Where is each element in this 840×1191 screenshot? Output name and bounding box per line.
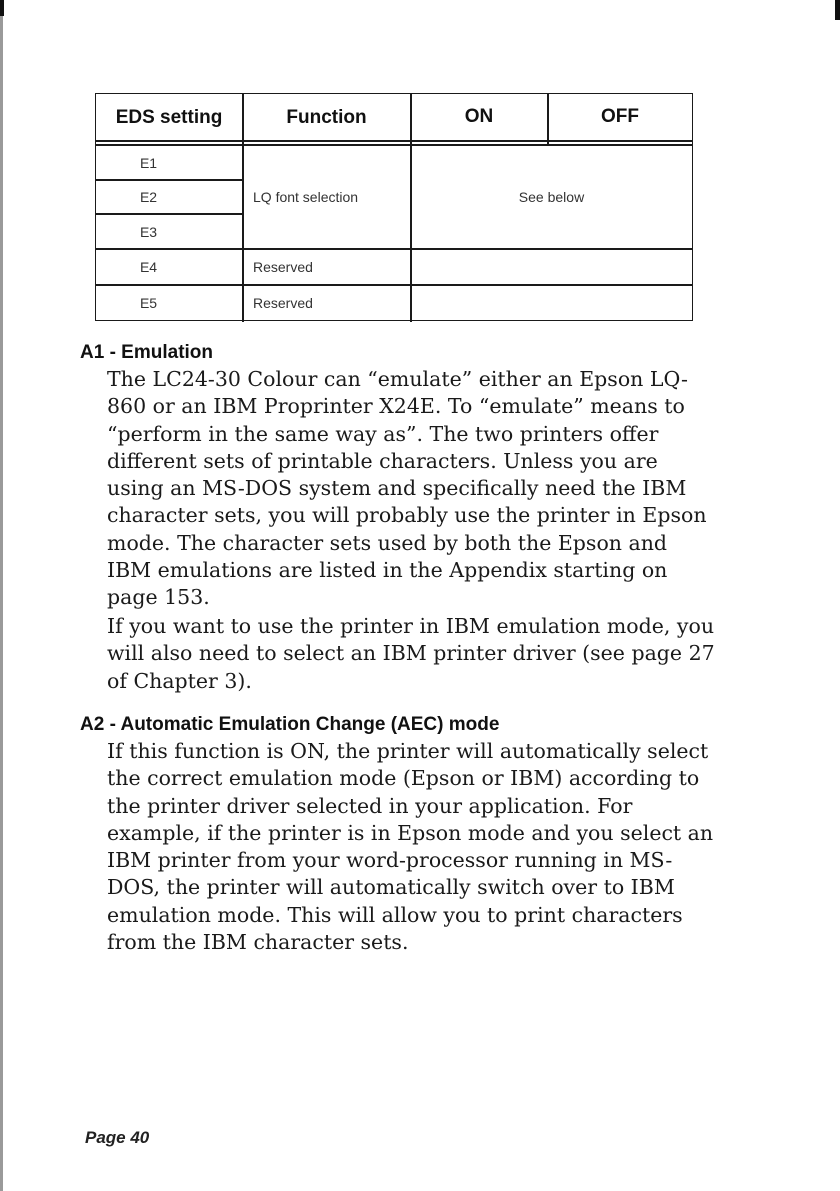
row-setting-e2: E2: [139, 189, 158, 205]
eds-settings-table: [95, 93, 693, 321]
row-setting-e1: E1: [139, 154, 158, 171]
row-setting-e3: E3: [139, 223, 158, 240]
row-function-e4: Reserved: [253, 259, 313, 275]
row-function-e5: Reserved: [253, 295, 313, 311]
paragraph-a1-2: If you want to use the printer in IBM emulation mode, you will also need to select an IBM printer driver (see page 27 of Chapter 3).: [107, 614, 715, 693]
see-below-cell: See below: [518, 189, 585, 205]
header-on: ON: [464, 106, 494, 127]
paragraph-a2-1: If this function is ON, the printer will automatically select the correct emulation mode (Epson or IBM) according to the printer driver selected in your application. For example, if the printer is in Epson mode and you select an IBM printer from your word-processor running in MS-DOS, the printer will automatically switch over to IBM emulation mode. This will allow you to print characters from the IBM character sets.: [107, 739, 714, 955]
paragraph-a1-1: The LC24-30 Colour can “emulate” either an Epson LQ-860 or an IBM Proprinter X24E. To “emulate” means to “perform in the same way as”. The two printers offer different sets of printable characters. Unless you are using an MS-DOS system and specifically need the IBM character sets, you will probably use the printer in Epson mode. The character sets used by both the Epson and IBM emulations are listed in the Appendix starting on page 153.: [107, 367, 707, 610]
row-setting-e4: E4: [139, 259, 158, 275]
scan-mark-right: [835, 0, 840, 20]
header-function: Function: [286, 107, 367, 128]
header-eds-setting: EDS setting: [115, 107, 223, 128]
lq-font-selection-cell: LQ font selection: [253, 189, 359, 205]
section-title-a2: A2 - Automatic Emulation Change (AEC) mode: [80, 714, 500, 735]
header-off: OFF: [601, 106, 639, 127]
scan-mark-left: [0, 0, 4, 16]
scan-edge-left: [0, 0, 3, 1191]
page-number: Page 40: [85, 1128, 150, 1147]
section-title-a1: A1 - Emulation: [80, 342, 214, 363]
row-setting-e5: E5: [139, 295, 158, 311]
